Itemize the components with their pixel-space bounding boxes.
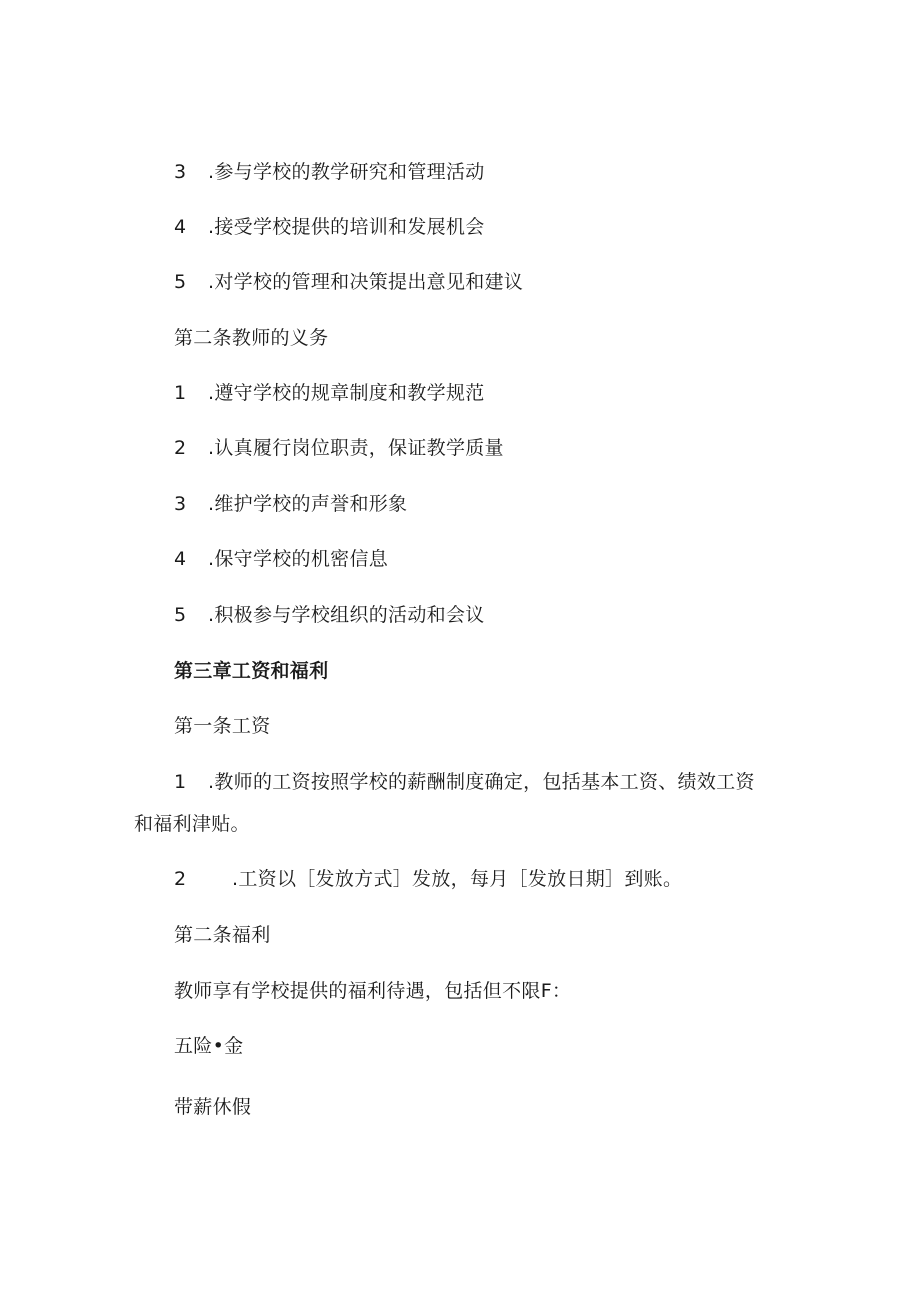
item-number: 1	[174, 382, 187, 404]
item-text: .维护学校的声誉和形象	[208, 493, 408, 515]
paragraph	[174, 867, 682, 891]
paragraph	[174, 770, 755, 794]
item-text: .接受学校提供的培训和发展机会	[208, 216, 485, 238]
list-item	[174, 547, 388, 571]
item-text: .保守学校的机密信息	[208, 548, 389, 570]
item-number: 5	[174, 604, 187, 626]
item-number: 4	[174, 548, 187, 570]
item-text: .教师的工资按照学校的薪酬制度确定，包括基本工资、绩效工资	[208, 771, 755, 793]
list-item: 五险•金	[174, 1035, 244, 1057]
section-title: 第二条教师的义务	[174, 327, 329, 349]
paragraph: 教师享有学校提供的福利待遇，包括但不限F：	[174, 980, 572, 1002]
item-text: .遵守学校的规章制度和教学规范	[208, 382, 485, 404]
item-number: 3	[174, 493, 187, 515]
item-number: 1	[174, 771, 187, 793]
list-item	[174, 381, 485, 405]
item-number: 2	[174, 868, 187, 890]
item-text: .积极参与学校组织的活动和会议	[208, 604, 485, 626]
list-item	[174, 215, 485, 239]
list-item	[174, 492, 407, 516]
paragraph-continuation: 和福利津贴。	[134, 813, 250, 835]
list-item	[174, 270, 523, 294]
item-number: 5	[174, 271, 187, 293]
list-item: 带薪休假	[174, 1096, 252, 1118]
list-item	[174, 436, 504, 460]
item-text: .工资以［发放方式］发放，每月［发放日期］到账。	[232, 868, 683, 890]
section-title: 第一条工资	[174, 715, 271, 737]
chapter-title: 第三章工资和福利	[174, 660, 329, 682]
item-text: .参与学校的教学研究和管理活动	[208, 161, 485, 183]
item-number: 4	[174, 216, 187, 238]
list-item	[174, 160, 485, 184]
item-text: .认真履行岗位职责，保证教学质量	[208, 437, 504, 459]
item-number: 3	[174, 161, 187, 183]
list-item	[174, 603, 485, 627]
section-title: 第二条福利	[174, 924, 271, 946]
item-number: 2	[174, 437, 187, 459]
item-text: .对学校的管理和决策提出意见和建议	[208, 271, 524, 293]
